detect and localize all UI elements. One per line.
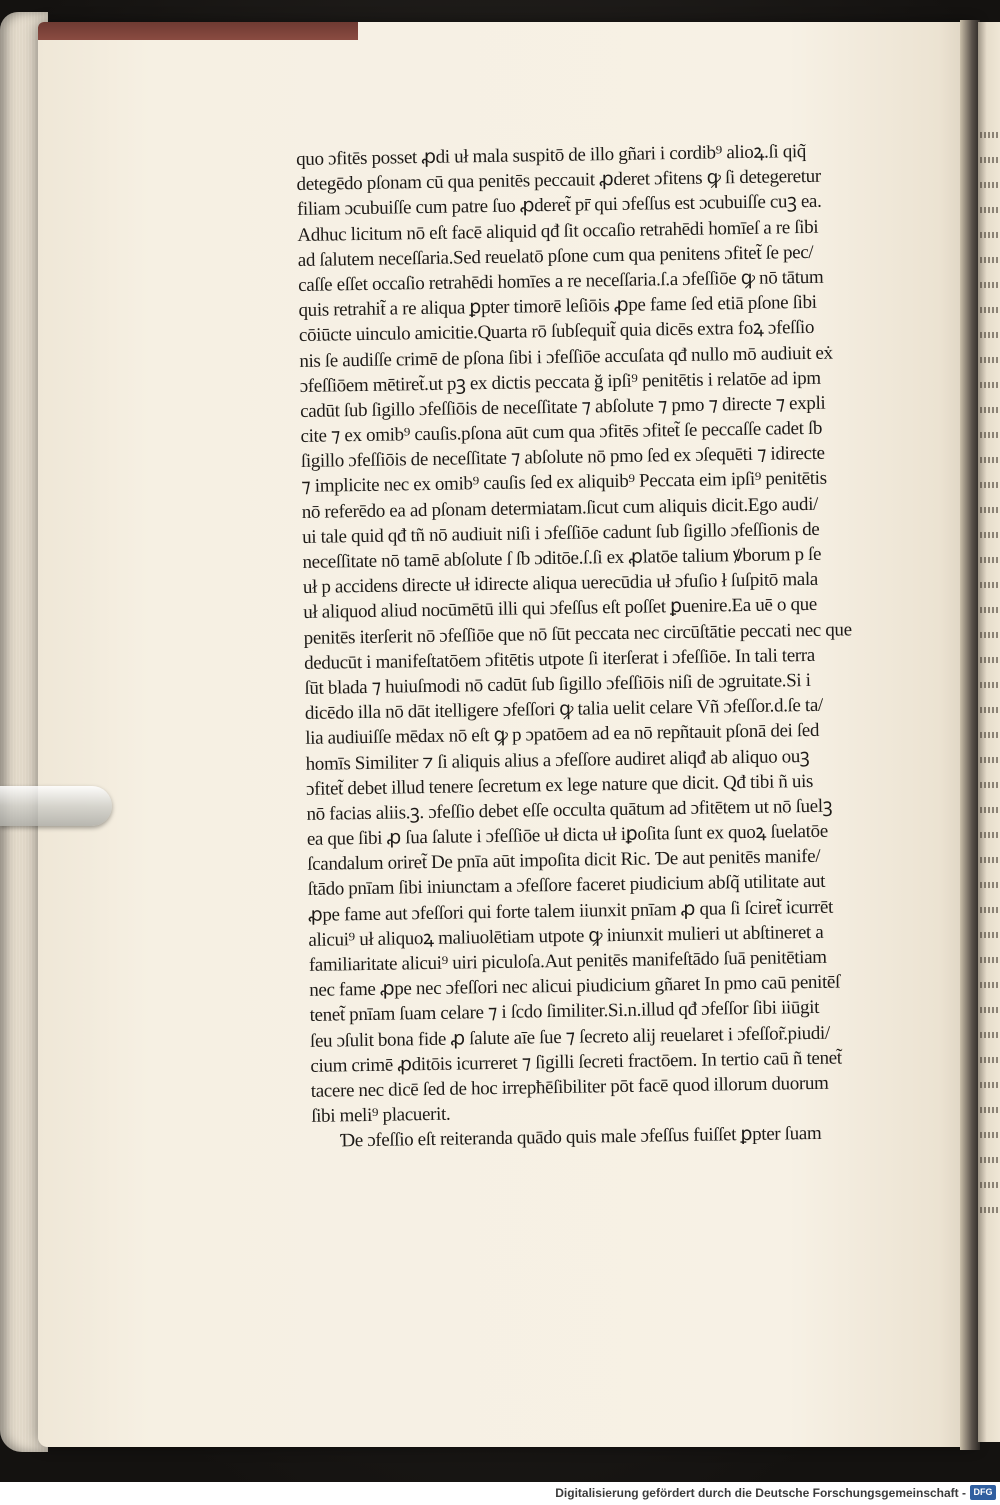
text-line: cium crimē ꝓditōis icurreret ⁊ ſigilli ſecreti fractōem. In tertio caū ñ tenet̃ xyxy=(310,1047,842,1077)
text-line: ⁊ implicite nec ex omib⁹ cauſis ſed ex aliquib⁹ Peccata eim ipſi⁹ penitētis xyxy=(301,468,827,498)
text-line: lia audiuiſſe mēdax nō eſt ꝙ p ɔpatōem ad ea nō repñtauit pſonā dei ſed xyxy=(305,720,820,750)
opposite-page-text-fragment xyxy=(980,707,1000,713)
opposite-page-text-fragment xyxy=(980,357,1000,363)
opposite-page-text-fragment xyxy=(980,1082,1000,1088)
opposite-page-text-fragment xyxy=(980,732,1000,738)
opposite-page-text-fragment xyxy=(980,307,1000,313)
text-line: ſigillo ɔfeſſiōis de neceſſitate ⁊ abſolute nō pmo ſed ex ɔſequēti ⁊ idirecte xyxy=(300,442,825,473)
opposite-page-text-fragment xyxy=(980,1032,1000,1038)
text-line: ſibi meli⁹ placuerit. xyxy=(311,1103,451,1128)
text-line: deducūt i manifeſtatōem ɔfitētis utpote ſi iterſerat i ɔfeſſiōe. In tali terra xyxy=(303,644,816,674)
binding-leather-corner xyxy=(38,22,358,40)
opposite-page-text-fragment xyxy=(980,807,1000,813)
text-line: quo ɔfitēs posset ꝓdi uł mala suspitō de illo gñari i cordib⁹ alioꝝ.ſi qiq̃ xyxy=(296,140,807,170)
opposite-page-text-fragment xyxy=(980,257,1000,263)
book-page-verso xyxy=(38,22,976,1447)
book-gutter-shadow xyxy=(960,20,980,1450)
text-line: cōiūcte uinculo amicitie.Quarta rō ſubſequit̃ quia dicēs extra foꝝ ɔfeſſio xyxy=(298,317,815,347)
text-line: penitēs iterſerit nō ɔfeſſiōe que nō ſūt peccata nec circūſtātie peccati nec que xyxy=(303,618,852,649)
opposite-page-text-fragment xyxy=(980,1057,1000,1063)
opposite-page-text-fragment xyxy=(980,682,1000,688)
text-line: ſcandalum oriret̃ De pnīa aūt impoſita dicit Ric. Ɗe aut penitēs manife/ xyxy=(307,846,821,876)
opposite-page-text-fragment xyxy=(980,1182,1000,1188)
opposite-page-text-fragment xyxy=(980,207,1000,213)
text-line: homīs Similiter ⁊ ſi aliquis alius a ɔfeſſore audiret aliqđ ab aliquo ouꝫ xyxy=(305,745,810,775)
opposite-page-text-fragment xyxy=(980,782,1000,788)
opposite-page-text-fragment xyxy=(980,1157,1000,1163)
text-line: tenet̃ pnīam ſuam celare ⁊ i ſcdo ſimiliter.Si.n.illud qđ ɔfeſſor ſibi iiūgit xyxy=(309,997,820,1027)
opposite-page-text-fragment xyxy=(980,407,1000,413)
text-line: nis ſe audiſſe crimē de pſona ſibi i ɔfeſſiōe accuſata qđ nullo mō audiuit eẋ xyxy=(299,342,833,372)
opposite-page-text-fragment xyxy=(980,157,1000,163)
opposite-page-text-fragment xyxy=(980,332,1000,338)
text-line: detegēdo pſonam cū qua penitēs peccauit ꝓderet ɔfitens ꝙ ſi detegeretur xyxy=(296,165,821,196)
opposite-page-text-fragment xyxy=(980,957,1000,963)
text-line: nec fame ꝓpe nec ɔfeſſori nec alicui piudicium gñaret In pmo caū penitēſ xyxy=(309,971,841,1002)
text-line: uł p accidens directe uł idirecte aliqua uerecūdia uł ɔfuſio ł ſuſpitō mala xyxy=(302,569,819,599)
text-line: nō referēdo ea ad pſonam determiatam.ſicut cum aliquis dicit.Ego audi/ xyxy=(301,493,819,523)
opposite-page-text-fragment xyxy=(980,657,1000,663)
opposite-page-text-fragment xyxy=(980,457,1000,463)
opposite-page-text-fragment xyxy=(980,832,1000,838)
text-line: cadūt ſub ſigillo ɔfeſſiōis de neceſſitate ⁊ abſolute ⁊ pmo ⁊ directe ⁊ expli xyxy=(299,392,826,422)
opposite-page-text-fragment xyxy=(980,907,1000,913)
text-line: ad ſalutem neceſſaria.Sed reuelatō pſone cum qua penitens ɔfitet̃ ſe pec/ xyxy=(297,241,814,271)
opposite-page-text-fragment xyxy=(980,557,1000,563)
opposite-page-text-fragment xyxy=(980,632,1000,638)
opposite-page-text-fragment xyxy=(980,1132,1000,1138)
opposite-page-text-fragment xyxy=(980,532,1000,538)
text-line: ɔfitet̃ debet illud tenere ſecretum ex lege nature que dicit. Qđ tibi ñ uis xyxy=(305,770,814,800)
opposite-page-text-fragment xyxy=(980,857,1000,863)
opposite-page-text-fragment xyxy=(980,232,1000,238)
opposite-page-text-fragment xyxy=(980,932,1000,938)
opposite-page-text-fragment xyxy=(980,607,1000,613)
text-line: neceſſitate nō tamē abſolute ſ ſb ɔditōe.ſ.ſi ex ꝓlatōe talium ꝟborum p ſe xyxy=(302,543,822,573)
opposite-page-text-fragment xyxy=(980,432,1000,438)
opposite-page-edge xyxy=(978,22,1000,1442)
opposite-page-text-fragment xyxy=(980,882,1000,888)
opposite-page-text-fragment xyxy=(980,182,1000,188)
text-line: ſeu ɔſulit bona fide ꝓ ſalute aīe ſue ⁊ ſecreto alij reuelaret i ɔfeſſor̃.piudi/ xyxy=(309,1022,831,1052)
opposite-page-text-fragment xyxy=(980,1207,1000,1213)
text-line: quis retrahit̃ a re aliqua ꝑpter timorē leſiōis ꝓpe fame ſed etiā pſone ſibi xyxy=(298,291,817,322)
printed-text-block xyxy=(296,137,962,1155)
opposite-page-text-fragment xyxy=(980,132,1000,138)
opposite-page-text-fragment xyxy=(980,982,1000,988)
text-line: alicui⁹ uł aliquoꝝ maliuolētiam utpote ꝙ iniunxit mulieri ut abſtineret a xyxy=(308,921,824,951)
dfg-logo: DFG xyxy=(970,1485,996,1500)
opposite-page-text-fragment xyxy=(980,382,1000,388)
text-line: ſtādo pnīam ſibi iniunctam a ɔfeſſore faceret piudicium abſq̃ utilitate aut xyxy=(307,871,826,901)
digitization-credit-bar xyxy=(0,1482,1000,1505)
text-line: Ɗe ɔfeſſio eſt reiteranda quādo quis male ɔfeſſus fuiſſet ꝑpter ſuam xyxy=(339,1123,822,1152)
text-line: uł aliquod aliud nocūmētū illi qui ɔfeſſus eſt poſſet ꝑuenire.Ea uē o que xyxy=(303,594,818,624)
text-line: caſſe eſſet occaſio retrahēdi homīes a re neceſſaria.ſ.a ɔfeſſiōe ꝙ nō tātum xyxy=(298,266,824,296)
opposite-page-text-fragment xyxy=(980,482,1000,488)
digitization-credit-text: Digitalisierung gefördert durch die Deutsche Forschungsgemeinschaft - xyxy=(555,1486,966,1500)
opposite-page-text-fragment xyxy=(980,282,1000,288)
page-holder-clamp xyxy=(0,786,112,826)
text-line: cite ⁊ ex omib⁹ cauſis.pſona aūt cum qua ɔfitēs ɔfitet̃ ſe peccaſſe cadet ſb xyxy=(300,417,823,448)
text-line: ui tale quid qđ tñ nō audiuit niſi i ɔfeſſiōe cadunt ſub ſigillo ɔfeſſionis de xyxy=(301,518,820,548)
text-line: ſūt blada ⁊ huiuſmodi nō cadūt ſub ſigillo ɔfeſſiōis niſi de ɔgruitate.Si i xyxy=(304,669,811,699)
opposite-page-text-fragment xyxy=(980,507,1000,513)
text-line: nō facias aliis.ꝫ. ɔfeſſio debet eſſe occulta quātum ad ɔfitētem ut nō ſuelꝫ xyxy=(306,795,833,825)
text-line: ꝓpe fame aut ɔfeſſori qui forte talem iiunxit pnīam ꝓ qua ſi ſciret̃ icurrēt xyxy=(307,896,834,926)
text-line: dicēdo illa nō dāt itelligere ɔfeſſori ꝙ talia uelit celare Vñ ɔfeſſor.d.ſe ta/ xyxy=(304,694,824,725)
opposite-page-text-fragment xyxy=(980,582,1000,588)
opposite-page-text-fragment xyxy=(980,757,1000,763)
text-line: ɔfeſſiōem mētiret̃.ut pꝫ ex dictis peccata ğ ipſi⁹ penitētis i relatōe ad ipm xyxy=(299,367,821,397)
text-line: tacere nec dicē ſed de hoc irrepħēſibiliter pōt facē quod illorum duorum xyxy=(310,1072,829,1102)
text-line: familiaritate alicui⁹ uiri piculoſa.Aut penitēs manifeſtādo ſuā penitētiam xyxy=(308,946,827,976)
opposite-page-text-fragment xyxy=(980,1007,1000,1013)
text-line: Adhuc licitum nō eſt facē aliquid qđ ſit occaſio retrahēdi homīeſ a re ſibi xyxy=(297,216,819,246)
opposite-page-text-fragment xyxy=(980,1107,1000,1113)
text-line: filiam ɔcubuiſſe cum patre ſuo ꝓderet̃ pr̄ qui ɔfeſſus est ɔcubuiſſe cuꝫ ea. xyxy=(296,191,822,221)
text-line: ea que ſibi ꝓ ſua ſalute i ɔfeſſiōe uł dicta uł iꝑoſita ſunt ex quoꝝ ſuelatōe xyxy=(306,820,828,850)
